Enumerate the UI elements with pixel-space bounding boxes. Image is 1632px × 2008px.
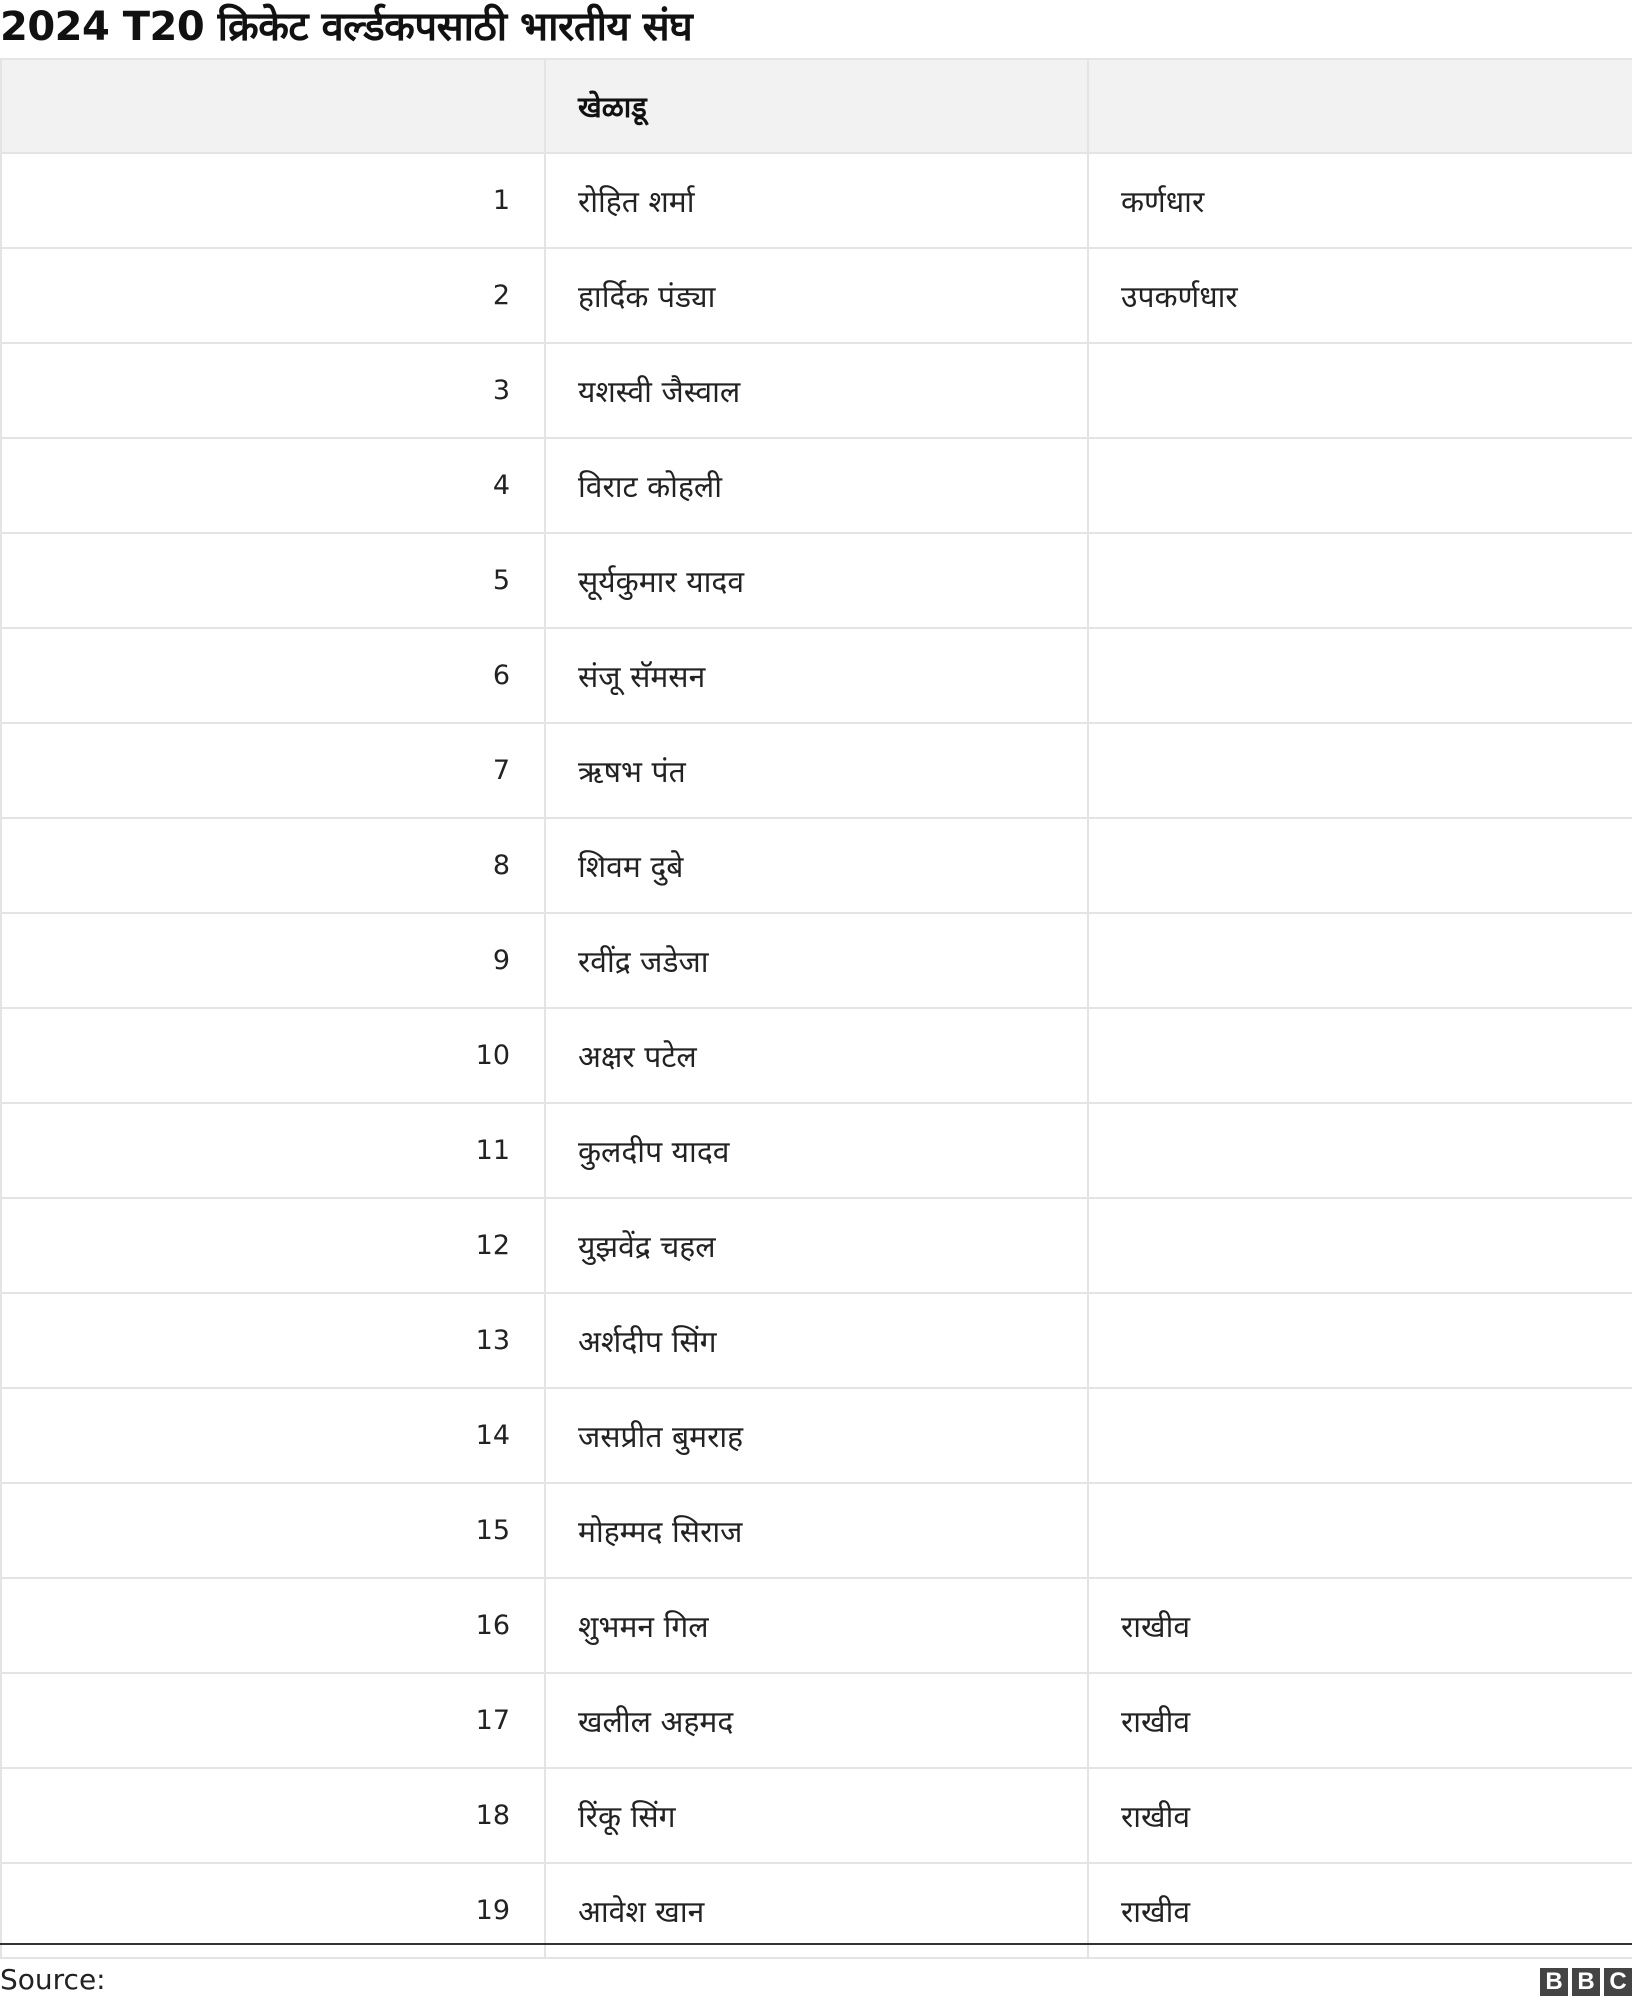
table-row [1,1673,1632,1768]
row-number: 17 [1,1673,545,1768]
player-role [1088,1293,1632,1388]
table-row [1,533,1632,628]
player-name: शुभमन गिल [545,1578,1088,1673]
table-row [1,1768,1632,1863]
row-number: 3 [1,343,545,438]
footer-divider [0,1943,1632,1945]
row-number: 4 [1,438,545,533]
player-name: अर्शदीप सिंग [545,1293,1088,1388]
table-row [1,1008,1632,1103]
player-role [1088,1388,1632,1483]
table-row [1,723,1632,818]
player-role: राखीव [1088,1863,1632,1958]
player-name: सूर्यकुमार यादव [545,533,1088,628]
player-role [1088,1008,1632,1103]
table-row [1,248,1632,343]
row-number: 11 [1,1103,545,1198]
row-number: 8 [1,818,545,913]
player-role: उपकर्णधार [1088,248,1632,343]
bbc-logo-letter: B [1572,1968,1600,1996]
row-number: 13 [1,1293,545,1388]
player-role [1088,343,1632,438]
table-header-row [1,59,1632,153]
header-number [1,59,545,153]
row-number: 2 [1,248,545,343]
row-number: 12 [1,1198,545,1293]
player-name: आवेश खान [545,1863,1088,1958]
source-label: Source: [0,1963,106,1996]
player-name: अक्षर पटेल [545,1008,1088,1103]
table-row [1,1293,1632,1388]
player-name: विराट कोहली [545,438,1088,533]
table-row [1,1483,1632,1578]
row-number: 19 [1,1863,545,1958]
player-name: खलील अहमद [545,1673,1088,1768]
row-number: 15 [1,1483,545,1578]
player-role: राखीव [1088,1768,1632,1863]
row-number: 5 [1,533,545,628]
table-body [1,153,1632,1958]
bbc-logo [1540,1968,1632,1996]
row-number: 6 [1,628,545,723]
player-role [1088,1483,1632,1578]
player-name: रवींद्र जडेजा [545,913,1088,1008]
player-name: यशस्वी जैस्वाल [545,343,1088,438]
player-role [1088,533,1632,628]
row-number: 9 [1,913,545,1008]
bbc-logo-letter: B [1540,1968,1568,1996]
table-row [1,913,1632,1008]
header-role [1088,59,1632,153]
player-name: हार्दिक पंड्या [545,248,1088,343]
squad-table-container [0,58,1632,1959]
table-row [1,628,1632,723]
player-name: मोहम्मद सिराज [545,1483,1088,1578]
table-row [1,153,1632,248]
table-row [1,1103,1632,1198]
player-role [1088,1103,1632,1198]
table-row [1,1198,1632,1293]
player-name: रोहित शर्मा [545,153,1088,248]
player-role [1088,438,1632,533]
player-name: रिंकू सिंग [545,1768,1088,1863]
page-title: 2024 T20 क्रिकेट वर्ल्डकपसाठी भारतीय संघ [0,4,693,50]
player-role [1088,723,1632,818]
player-role: राखीव [1088,1673,1632,1768]
bbc-logo-letter: C [1604,1968,1632,1996]
table-row [1,818,1632,913]
header-player: खेळाडू [545,59,1088,153]
row-number: 10 [1,1008,545,1103]
player-name: युझवेंद्र चहल [545,1198,1088,1293]
player-name: ऋषभ पंत [545,723,1088,818]
player-role [1088,628,1632,723]
table-row [1,1388,1632,1483]
player-role: राखीव [1088,1578,1632,1673]
row-number: 16 [1,1578,545,1673]
player-name: कुलदीप यादव [545,1103,1088,1198]
table-row [1,438,1632,533]
player-name: शिवम दुबे [545,818,1088,913]
row-number: 7 [1,723,545,818]
squad-table [0,58,1632,1959]
row-number: 14 [1,1388,545,1483]
player-role: कर्णधार [1088,153,1632,248]
player-name: संजू सॅमसन [545,628,1088,723]
player-role [1088,1198,1632,1293]
table-row [1,1578,1632,1673]
row-number: 1 [1,153,545,248]
player-role [1088,913,1632,1008]
player-role [1088,818,1632,913]
player-name: जसप्रीत बुमराह [545,1388,1088,1483]
row-number: 18 [1,1768,545,1863]
table-row [1,343,1632,438]
